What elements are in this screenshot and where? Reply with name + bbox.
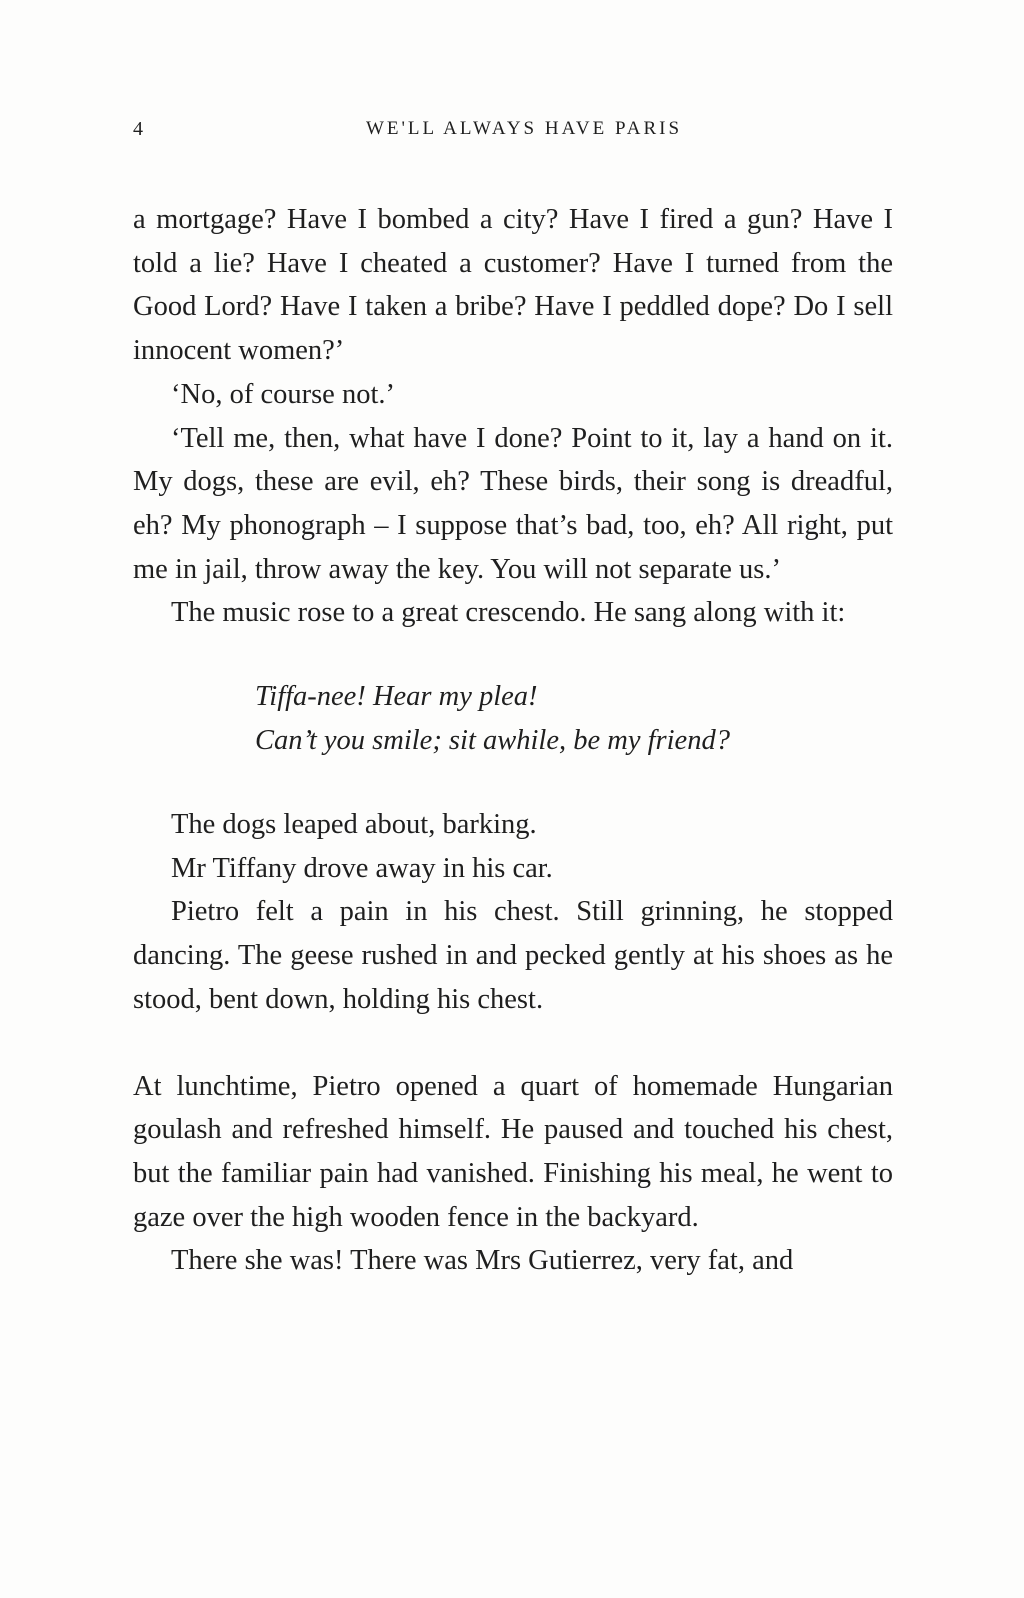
- body-text: [133, 198, 893, 1283]
- paragraph: a mortgage? Have I bombed a city? Have I fired a gun? Have I told a lie? Have I cheated a customer? Have I turned from the Good Lord? Have I taken a bribe? Have I peddled dope? Do I sell innocent women?’: [133, 204, 893, 367]
- paragraph: The music rose to a great crescendo. He sang along with it:: [171, 597, 846, 629]
- section-break: [133, 1022, 893, 1065]
- paragraph: At lunchtime, Pietro opened a quart of homemade Hungarian goulash and refreshed himself. He paused and touched his chest, but the familiar pain had vanished. Finishing his meal, he went to gaze over the high wooden fence in the backyard.: [133, 1070, 893, 1233]
- song-verse: [255, 675, 893, 763]
- paragraph: ‘Tell me, then, what have I done? Point to it, lay a hand on it. My dogs, these are evil, eh? These birds, their song is dreadful, eh? My phonograph – I suppose that’s bad, too, eh? All right, put me in jail, throw away the key. You will not separate us.’: [133, 422, 893, 585]
- paragraph: There she was! There was Mrs Gutierrez, very fat, and: [171, 1245, 794, 1277]
- paragraph: ‘No, of course not.’: [171, 378, 395, 410]
- verse-line: Tiffa-nee! Hear my plea!: [255, 681, 538, 713]
- running-head-title: WE'LL ALWAYS HAVE PARIS: [365, 118, 683, 139]
- verse-line: Can’t you smile; sit awhile, be my friend?: [255, 725, 730, 757]
- page-number: 4: [133, 118, 144, 140]
- paragraph: Pietro felt a pain in his chest. Still grinning, he stopped dancing. The geese rushed in and pecked gently at his shoes as he stood, bent down, holding his chest.: [133, 896, 893, 1015]
- paragraph: The dogs leaped about, barking.: [171, 809, 537, 841]
- paragraph: Mr Tiffany drove away in his car.: [171, 852, 553, 884]
- running-head: [133, 118, 895, 148]
